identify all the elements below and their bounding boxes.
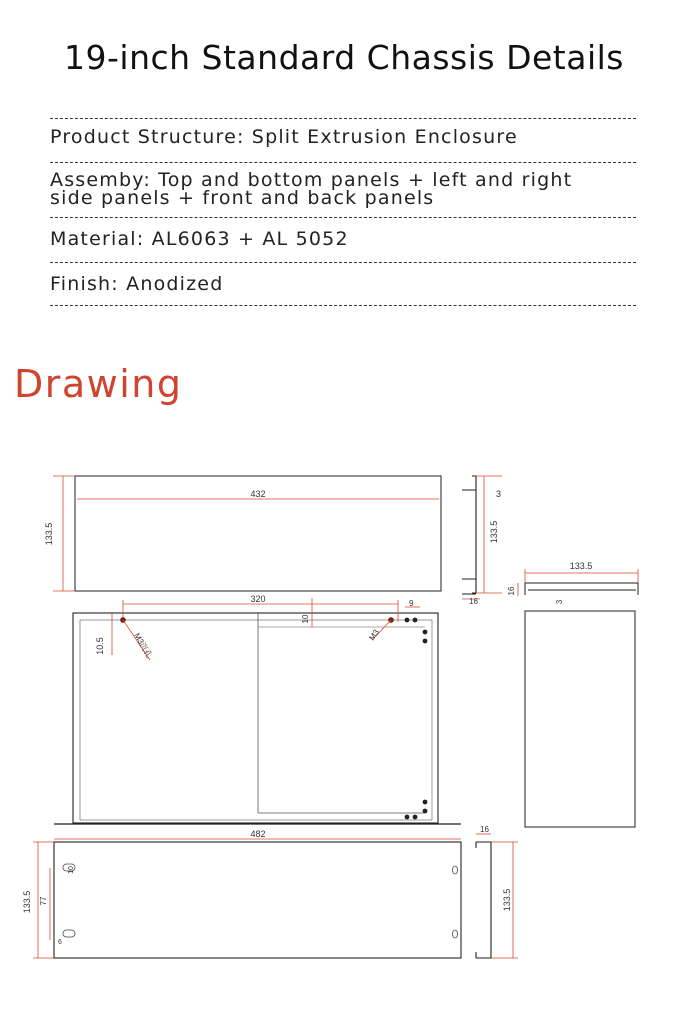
dim-front-depth: 16 bbox=[480, 825, 489, 834]
front-profile-view bbox=[476, 825, 518, 958]
dim-depth-mark: 10 bbox=[301, 614, 310, 624]
dim-top-height: 133.5 bbox=[44, 522, 54, 546]
note-screw-right: M3 bbox=[367, 627, 382, 643]
side-profile-view bbox=[462, 476, 502, 606]
dim-right-width: 133.5 bbox=[569, 561, 593, 571]
front-panel-view bbox=[22, 829, 461, 958]
dim-slot-edge: 6 bbox=[58, 939, 62, 946]
dim-slot-pitch: 77 bbox=[39, 896, 48, 906]
right-panel-view bbox=[507, 561, 638, 827]
spec-assembly-line1: Assemby: Top and bottom panels + left and right bbox=[50, 169, 573, 191]
dim-hole-offset: 9 bbox=[409, 599, 414, 608]
dim-side-thickness: 3 bbox=[496, 489, 502, 499]
spec-finish-text: Finish: Anodized bbox=[50, 273, 224, 295]
dim-front-height-left: 133.5 bbox=[22, 890, 32, 914]
spec-assembly-line2: side panels + front and back panels bbox=[50, 187, 435, 209]
dim-slot-width: 10 bbox=[68, 866, 75, 874]
dim-right-depth: 16 bbox=[507, 586, 516, 596]
dim-right-thickness: 3 bbox=[555, 599, 564, 605]
dim-edge-offset: 10.5 bbox=[95, 637, 105, 655]
dim-top-width: 432 bbox=[250, 489, 266, 499]
dim-hole-span: 320 bbox=[250, 594, 266, 604]
dim-side-height: 133.5 bbox=[489, 520, 499, 544]
top-panel-view bbox=[44, 476, 441, 591]
drawing-heading: Drawing bbox=[14, 362, 183, 406]
spec-material-text: Material: AL6063 + AL 5052 bbox=[50, 228, 349, 250]
dim-front-height-right: 133.5 bbox=[502, 888, 512, 912]
page-title: 19-inch Standard Chassis Details bbox=[64, 38, 624, 77]
spec-structure-text: Product Structure: Split Extrusion Enclosure bbox=[50, 126, 518, 148]
dim-front-width: 482 bbox=[250, 829, 266, 839]
dim-side-depth: 16 bbox=[469, 597, 478, 606]
chassis-body-view bbox=[54, 594, 461, 824]
note-screw-left: M3沉孔 bbox=[132, 631, 154, 660]
